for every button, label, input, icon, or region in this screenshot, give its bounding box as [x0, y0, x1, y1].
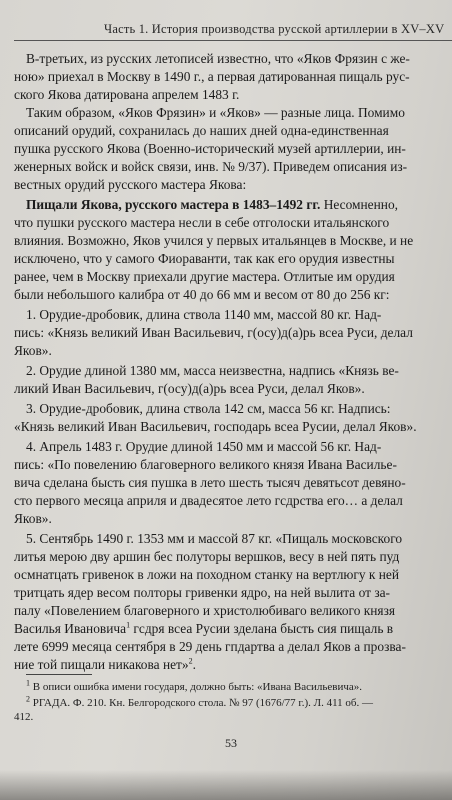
text-line: ликий Иван Васильевич, г(осу)д(а)рь всеа Руси, делал Яков».	[14, 381, 365, 396]
section-heading: Пищали Якова, русского мастера в 1483–1492 гг.	[26, 197, 321, 212]
text-line: В-третьих, из русских летописей известно, что «Яков Фрязин с же-	[26, 51, 410, 66]
text-line: исключено, что у самого Фиораванти, так как его орудия известны	[14, 251, 395, 266]
text-line: 2. Орудие длиной 1380 мм, масса неизвестна, надпись «Князь ве-	[26, 363, 399, 378]
text-line: что пушки русского мастера несли в себе отголоски итальянского	[14, 215, 390, 230]
text-line: Яков».	[14, 343, 52, 358]
text-line: осмнатцать гривенок в ложи на походном станку на вертлюгу к ней	[14, 567, 400, 582]
text-line: 5. Сентябрь 1490 г. 1353 мм и массой 87 кг. «Пищаль московского	[26, 531, 403, 546]
text-line: тритцать ядер весом полторы гривенки ядро, на ней вылита от за-	[14, 585, 391, 600]
text-line: ского Якова датирована апрелем 1483 г.	[14, 87, 240, 102]
section-heading-tail: Несомненно,	[320, 197, 398, 212]
footnote-mark: 1	[26, 678, 30, 688]
text-line: сто первого месяца априля и двадесятое лето гсдрства его… а делал	[14, 493, 403, 508]
footnote-continuation: 412.	[14, 711, 34, 723]
text-span: ние той пищали никакова нет»	[14, 657, 189, 672]
footnote	[26, 680, 362, 694]
page-shadow	[0, 770, 452, 800]
text-line: пушка русского Якова (Военно-исторический музей артиллерии, ин-	[14, 141, 406, 156]
text-span: Василья Ивановича	[14, 621, 127, 636]
text-line: палу «Повелением благоверного и христолюбиваго великого князя	[14, 603, 396, 618]
footnote-text: В описи ошибка имени государя, должно быть: «Ивана Васильевича».	[30, 681, 363, 693]
footnote	[26, 696, 373, 710]
footnote-rule	[26, 674, 92, 675]
text-line: ранее, чем в Москву приехали другие мастера. Отлитые им орудия	[14, 269, 395, 284]
footnote-ref: 2	[188, 656, 193, 666]
text-line: литья мерою дву аршин бес полуторы вершков, весу в ней пять пуд	[14, 549, 400, 564]
text-line: Таким образом, «Яков Фрязин» и «Яков» — разные лица. Помимо	[26, 105, 405, 120]
text-line: лете 6999 месяца сентября в 29 день гпдартва а делал Яков а прозва-	[14, 639, 406, 654]
text-line: вестных орудий русского мастера Якова:	[14, 177, 247, 192]
text-line: 1. Орудие-дробовик, длина ствола 1140 мм, массой 80 кг. Над-	[26, 307, 382, 322]
text-line	[14, 620, 393, 638]
text-line: 4. Апрель 1483 г. Орудие длиной 1450 мм и массой 56 кг. Над-	[26, 439, 382, 454]
text-line: пись: «По повелению благоверного великого князя Ивана Василье-	[14, 457, 397, 472]
text-line: женерных войск и войск связи, инв. № 9/37). Приведем описания из-	[14, 159, 408, 174]
page-number: 53	[225, 736, 237, 750]
text-line: описаний орудий, сохранилась до наших дней одна-единственная	[14, 123, 389, 138]
text-span: гсдря всеа Русии зделана бысть сия пищаль в	[130, 621, 394, 636]
footnote-mark: 2	[26, 694, 30, 704]
text-line: были небольшого калибра от 40 до 66 мм и весом от 80 до 256 кг:	[14, 287, 390, 302]
footnote-ref: 1	[126, 620, 131, 630]
text-line: «Князь великий Иван Васильевич, господарь всеа Русии, делал Яков».	[14, 419, 417, 434]
text-line: 3. Орудие-дробовик, длина ствола 142 см, масса 56 кг. Надпись:	[26, 401, 391, 416]
text-line: ною» приехал в Москву в 1490 г., а первая датированная пищаль рус-	[14, 69, 410, 84]
running-head: Часть 1. История производства русской артиллерии в XV–XV	[104, 22, 445, 36]
text-line: пись: «Князь великий Иван Васильевич, г(осу)д(а)рь всеа Руси, делал	[14, 325, 413, 340]
text-line: вича сделана бысть сия пушка в лето шесть тысяч девятьсот девяно-	[14, 475, 406, 490]
footnote-text: РГАДА. Ф. 210. Кн. Белгородского стола. № 97 (1676/77 г.). Л. 411 об. —	[30, 697, 374, 709]
text-line: Яков».	[14, 511, 52, 526]
text-line: ние той пищали никакова нет»$^2$.	[14, 656, 196, 672]
section-lead-line	[26, 196, 398, 214]
text-line: влияния. Возможно, Яков учился у первых итальянцев в Москве, и не	[14, 233, 414, 248]
